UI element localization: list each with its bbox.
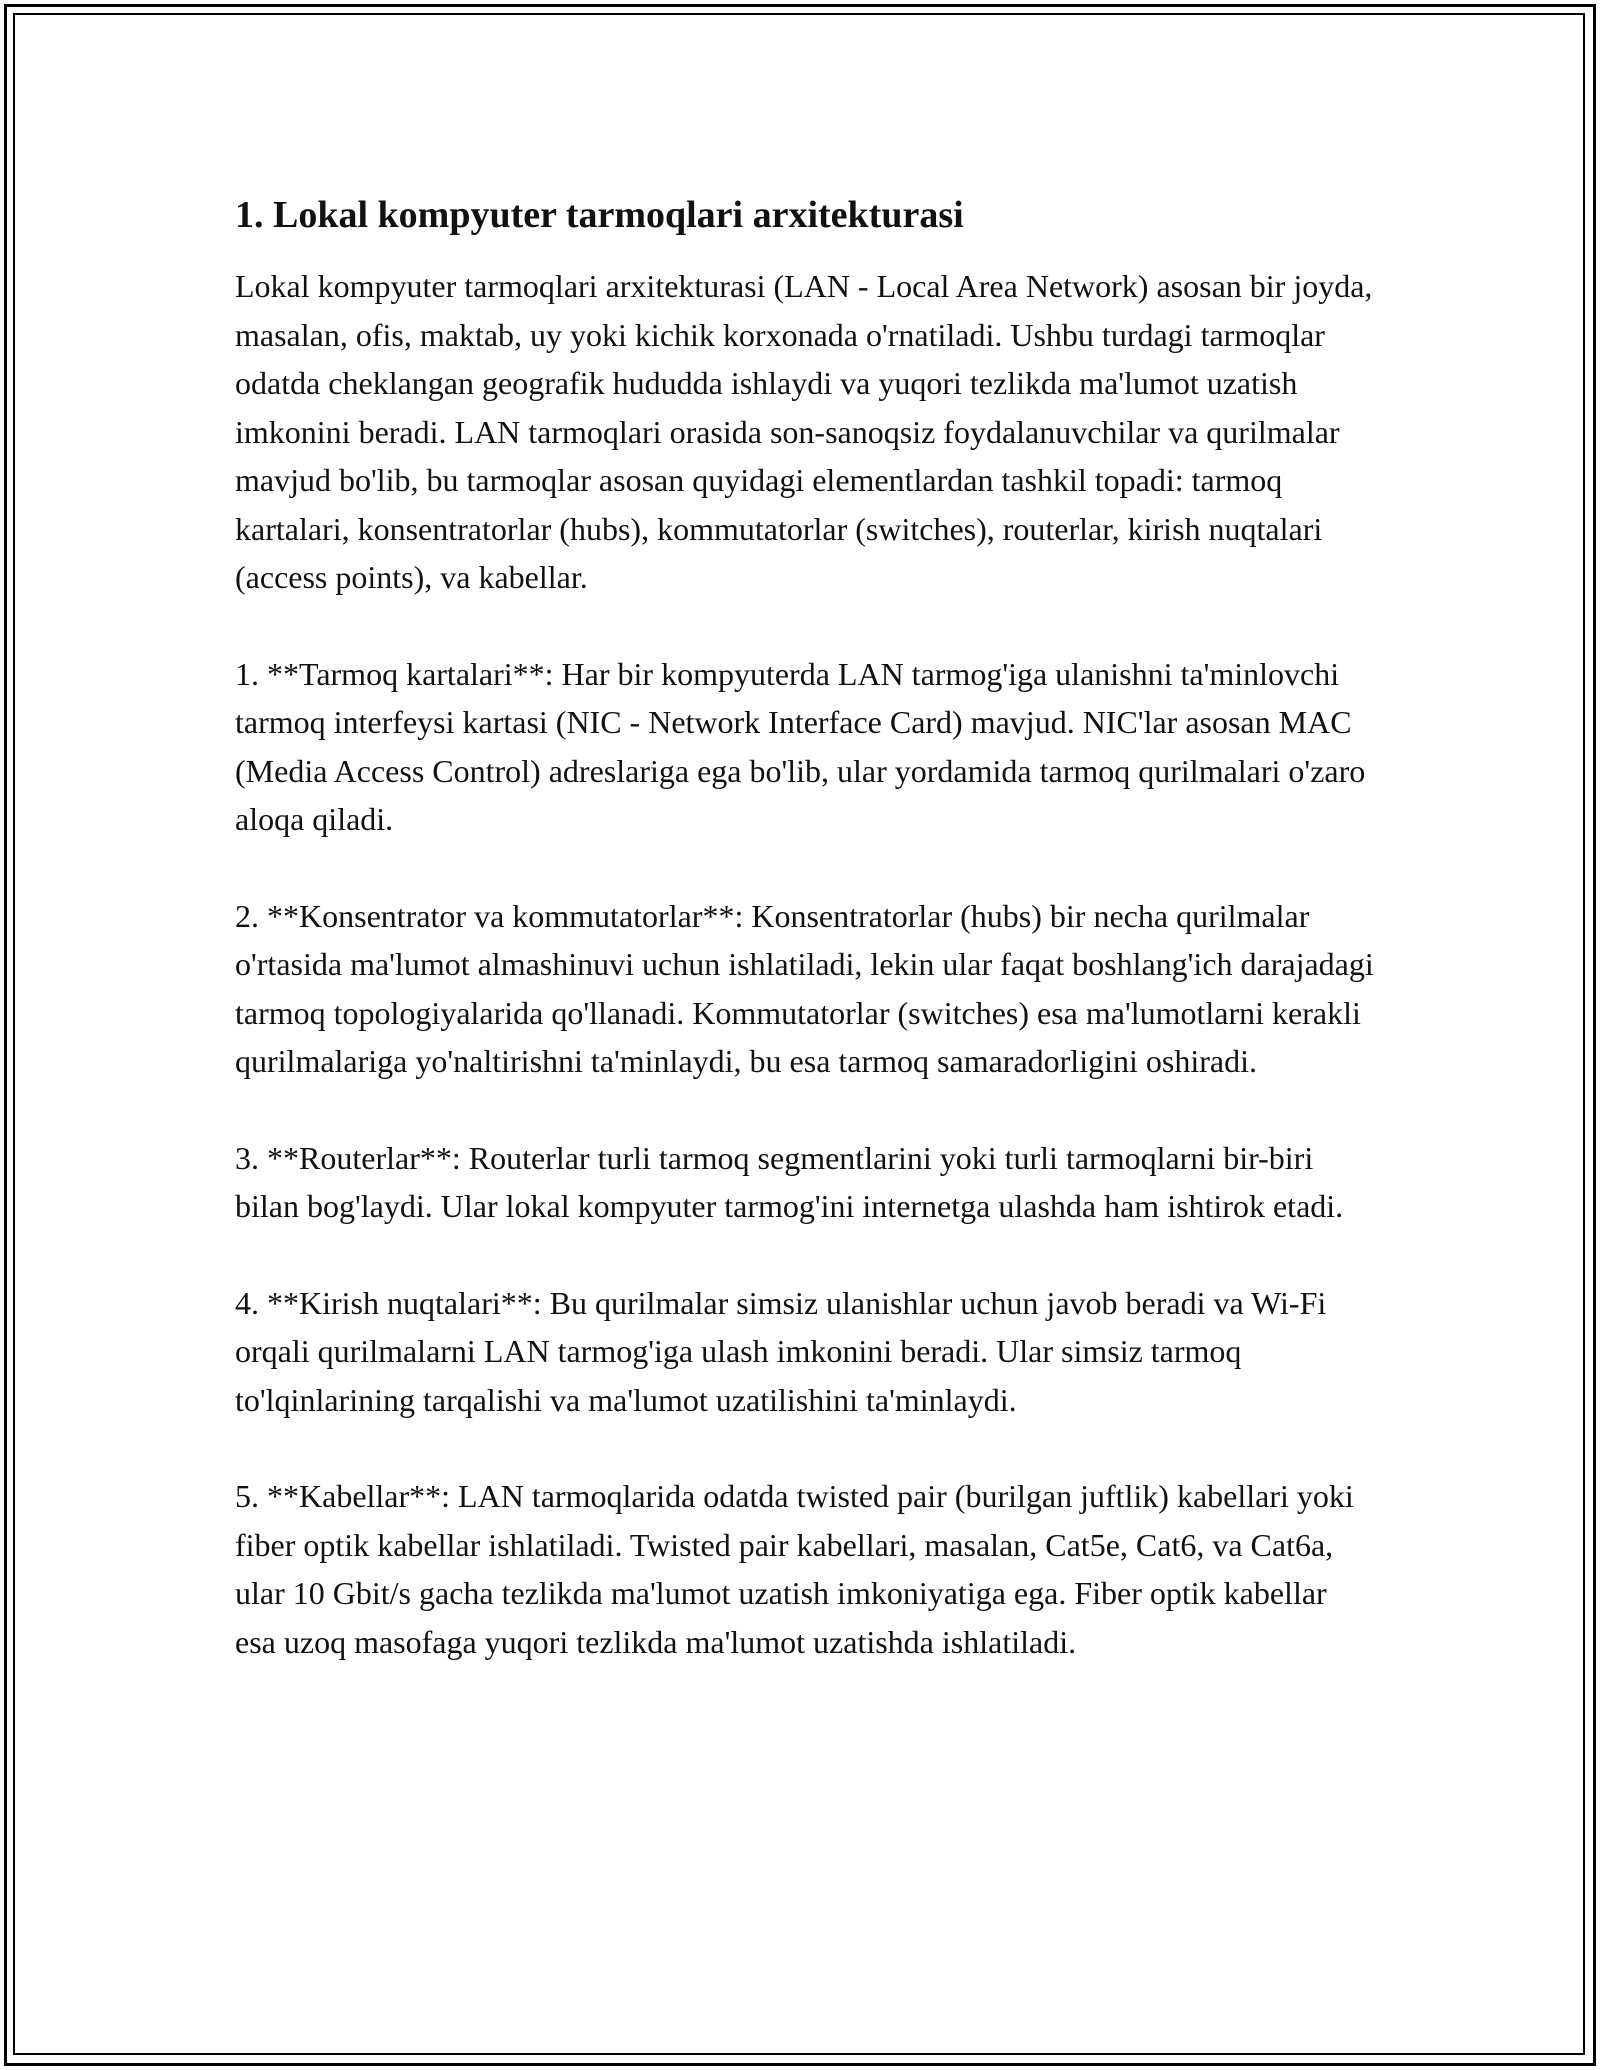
list-item-hubs-switches: 2. **Konsentrator va kommutatorlar**: Konsentratorlar (hubs) bir necha qurilmalar o'rtasida ma'lumot almashinuvi uchun ishlatiladi, lekin ular faqat boshlang'ich darajadagi tarmoq topologiyalarida qo'llanadi. Kommutatorlar (switches) esa ma'lumotlarni kerakli qurilmalariga yo'naltirishni ta'minlaydi, bu esa tarmoq samaradorligini oshiradi. xyxy=(235,897,1374,1079)
document-heading: 1. Lokal kompyuter tarmoqlari arxitekturasi xyxy=(235,194,964,236)
list-item-routers: 3. **Routerlar**: Routerlar turli tarmoq segmentlarini yoki turli tarmoqlarni bir-biri bilan bog'laydi. Ular lokal kompyuter tarmog'ini internetga ulashda ham ishtirok etadi. xyxy=(235,1139,1344,1224)
list-item-cables: 5. **Kabellar**: LAN tarmoqlarida odatda twisted pair (burilgan juftlik) kabellari yoki fiber optik kabellar ishlatiladi. Twisted pair kabellari, masalan, Cat5e, Cat6, va Cat6a, ular 10 Gbit/s gacha tezlikda ma'lumot uzatish imkoniyatiga ega. Fiber optik kabellar esa uzoq masofaga yuqori tezlikda ma'lumot uzatishda ishlatiladi. xyxy=(235,1478,1354,1660)
intro-paragraph: Lokal kompyuter tarmoqlari arxitekturasi (LAN - Local Area Network) asosan bir joyda, masalan, ofis, maktab, uy yoki kichik korxonada o'rnatiladi. Ushbu turdagi tarmoqlar odatda cheklangan geografik hududda ishlaydi va yuqori tezlikda ma'lumot uzatish imkonini beradi. LAN tarmoqlari orasida son-sanoqsiz foydalanuvchilar va qurilmalar mavjud bo'lib, bu tarmoqlar asosan quyidagi elementlardan tashkil topadi: tarmoq kartalari, konsentratorlar (hubs), kommutatorlar (switches), routerlar, kirish nuqtalari (access points), va kabellar. xyxy=(235,268,1373,595)
list-item-network-cards: 1. **Tarmoq kartalari**: Har bir kompyuterda LAN tarmog'iga ulanishni ta'minlovchi tarmoq interfeysi kartasi (NIC - Network Interface Card) mavjud. NIC'lar asosan MAC (Media Access Control) adreslariga ega bo'lib, ular yordamida tarmoq qurilmalari o'zaro aloqa qiladi. xyxy=(235,655,1366,837)
list-item-access-points: 4. **Kirish nuqtalari**: Bu qurilmalar simsiz ulanishlar uchun javob beradi va Wi-Fi orqali qurilmalarni LAN tarmog'iga ulash imkonini beradi. Ular simsiz tarmoq to'lqinlarining tarqalishi va ma'lumot uzatilishini ta'minlaydi. xyxy=(235,1284,1327,1418)
document-body xyxy=(235,190,1375,1714)
